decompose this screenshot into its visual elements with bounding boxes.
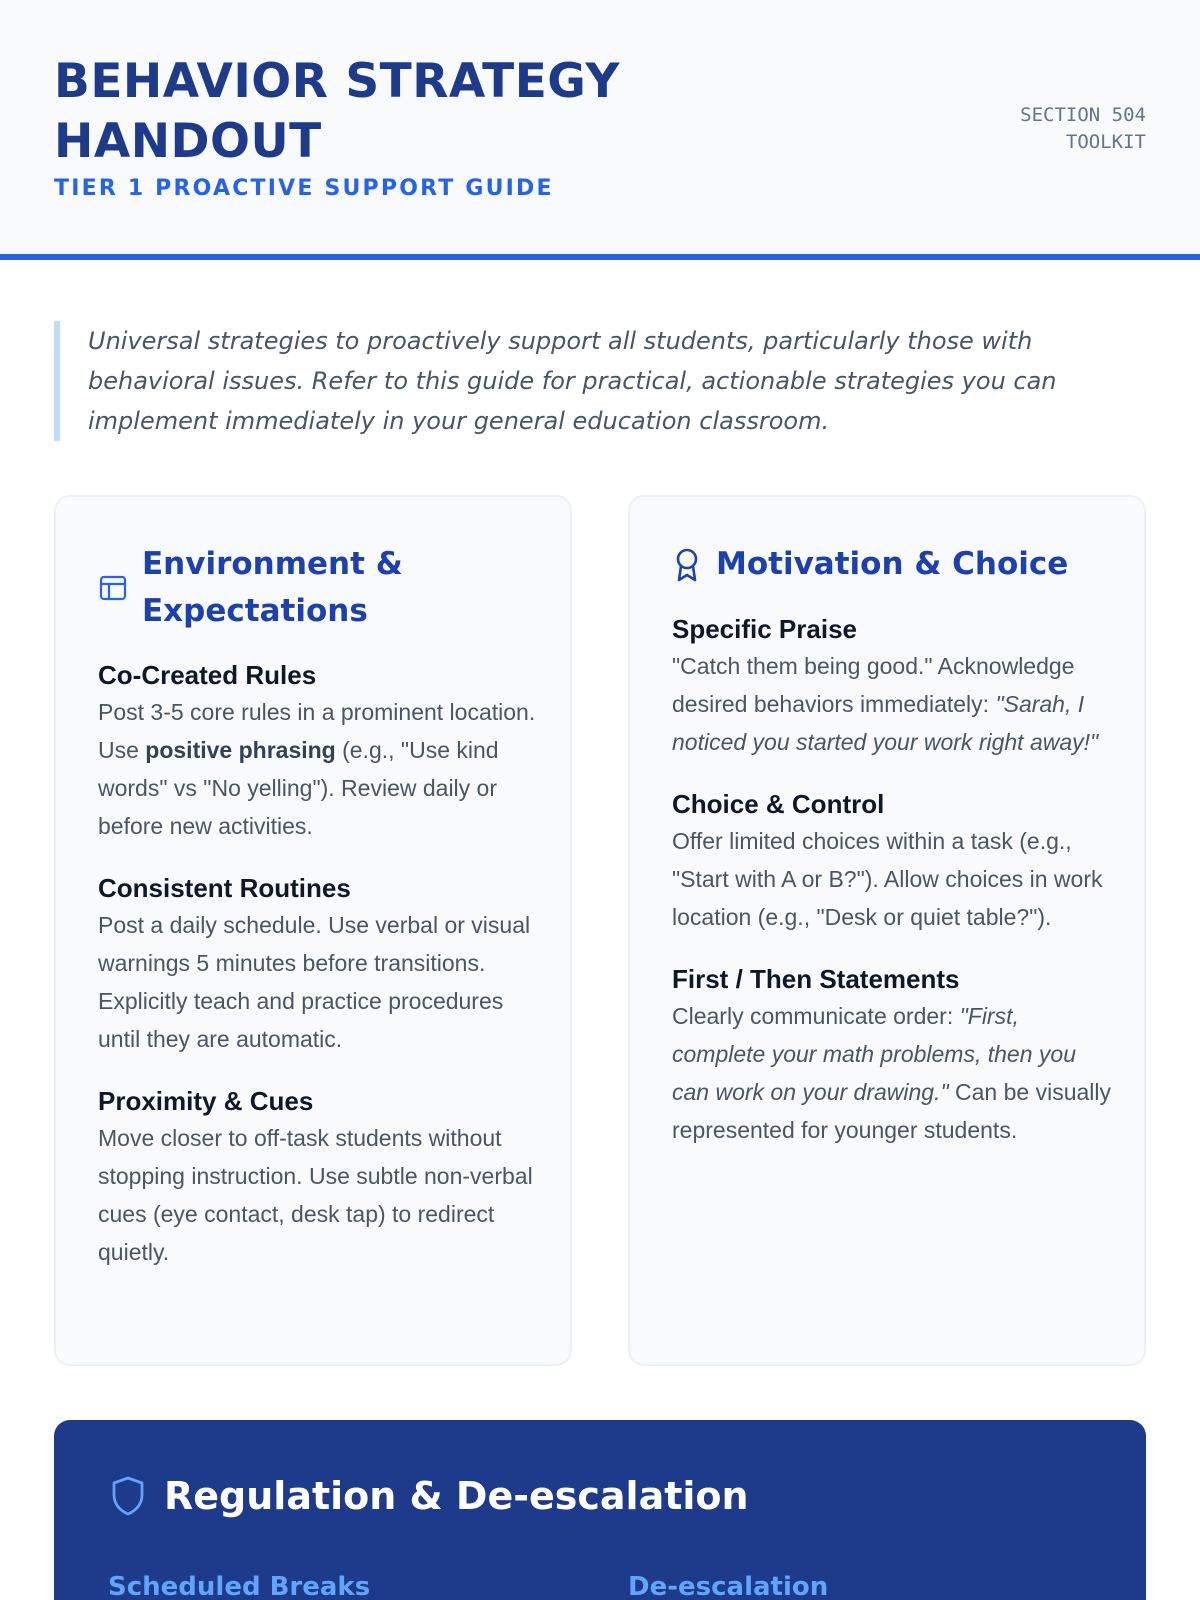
award-ribbon-icon [672,547,702,583]
strategy-item [672,786,1118,936]
motivation-card-title: Motivation & Choice [716,546,1069,582]
strategy-text: "Catch them being good." Acknowledge desired behaviors immediately: "Sarah, I noticed you started your work right away!" [672,653,1099,755]
environment-card-header [98,541,540,635]
example-quote: "First, complete your math problems, then you can work on your drawing." [672,1003,1076,1105]
environment-card-body [98,657,544,1296]
de-escalation-heading: De-escalation [628,1572,829,1600]
strategy-heading: Choice & Control [672,789,885,819]
shield-icon [108,1474,148,1518]
strategy-text: Post a daily schedule. Use verbal or visual warnings 5 minutes before transitions. Explicitly teach and practice procedures until they are automatic. [98,912,531,1052]
strategy-text: Clearly communicate order: "First, complete your math problems, then you can work on your drawing." Can be visually represented for younger students. [672,1003,1111,1143]
strategy-item [98,657,544,845]
strategy-text: Post 3-5 core rules in a prominent location. Use positive phrasing (e.g., "Use kind words" vs "No yelling"). Review daily or before new activities. [98,699,536,839]
example-quote: "Sarah, I noticed you started your work right away!" [672,691,1099,755]
page-header [0,0,1200,260]
strategy-item [98,1083,544,1271]
environment-card [54,495,572,1366]
strategy-heading: First / Then Statements [672,964,960,994]
strategy-item [672,611,1118,761]
strategy-item [672,961,1118,1149]
strategy-heading: Co-Created Rules [98,660,317,690]
regulation-panel-header [108,1474,749,1518]
strategy-item [98,870,544,1058]
page-title: BEHAVIOR STRATEGY HANDOUT [54,54,620,169]
environment-card-title: Environment & Expectations [142,546,403,629]
motivation-card-header [672,541,1114,588]
motivation-card-body [672,611,1118,1174]
strategy-heading: Proximity & Cues [98,1086,314,1116]
strategy-heading: Consistent Routines [98,873,351,903]
regulation-panel-title: Regulation & De-escalation [164,1474,749,1518]
strategy-text: Move closer to off-task students without stopping instruction. Use subtle non-verbal cues (eye contact, desk tap) to redirect quietly. [98,1125,533,1265]
section-tag-line-2: TOOLKIT [1065,131,1146,153]
section-tag [926,102,1146,156]
strategy-heading: Specific Praise [672,614,857,644]
regulation-panel [54,1420,1146,1600]
strategy-text: Offer limited choices within a task (e.g., "Start with A or B?"). Allow choices in work location (e.g., "Desk or quiet table?"). [672,828,1103,930]
scheduled-breaks-heading: Scheduled Breaks [108,1572,371,1600]
section-tag-line-1: SECTION 504 [1020,104,1146,126]
motivation-card [628,495,1146,1366]
page-subtitle: TIER 1 PROACTIVE SUPPORT GUIDE [54,176,554,201]
emphasis-text: positive phrasing [145,737,336,763]
layout-icon [98,570,128,606]
intro-quote: Universal strategies to proactively support all students, particularly those with behavioral issues. Refer to this guide for practical, actionable strategies you can implement immediately in your general education classroom. [54,321,1146,441]
